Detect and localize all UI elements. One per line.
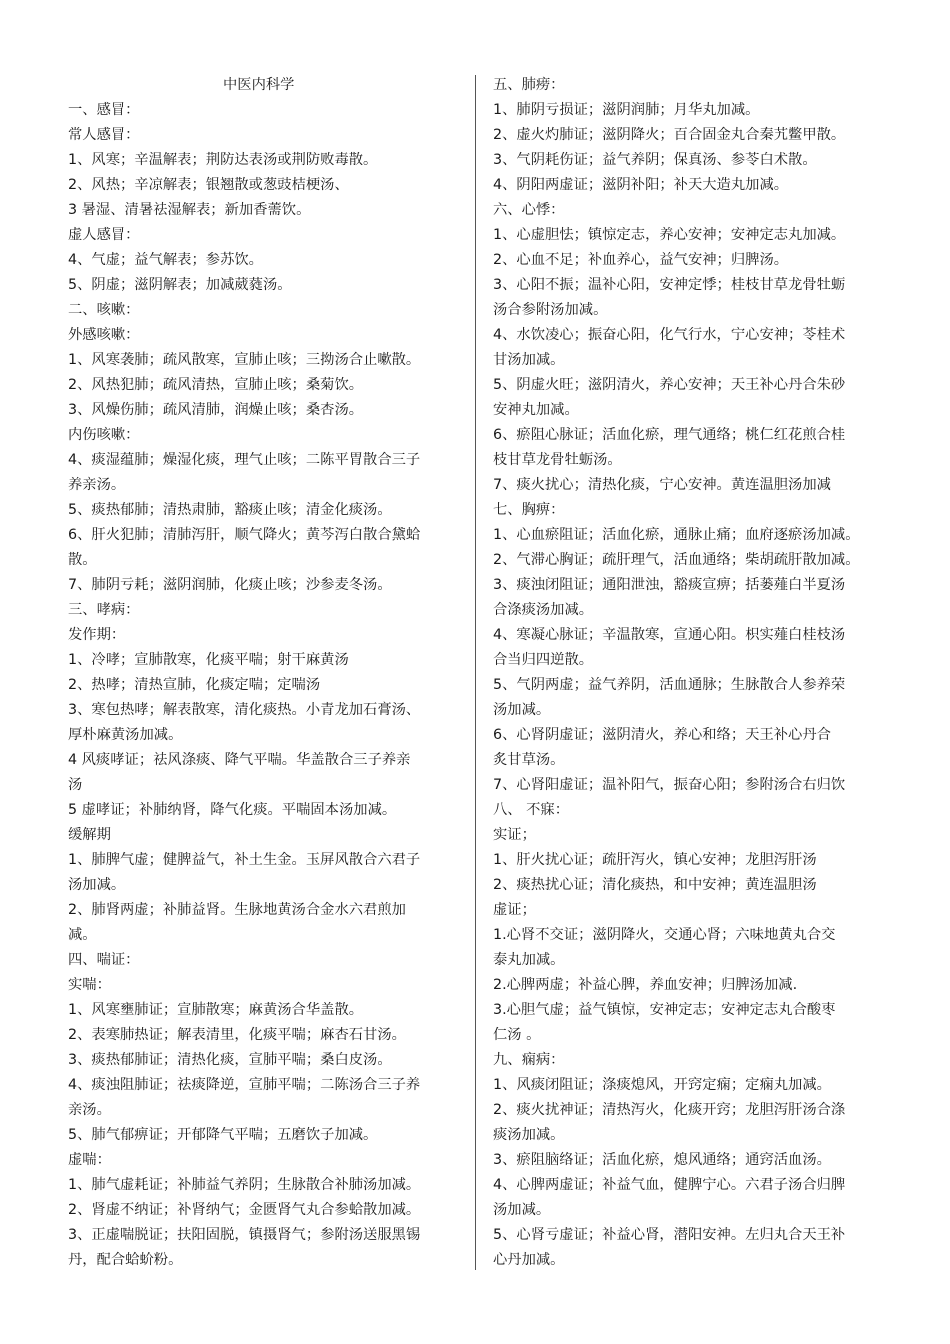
right-text-line: 1、心血瘀阻证；活血化瘀，通脉止痛；血府逐瘀汤加减。 — [493, 527, 860, 543]
right-text-line: 2、心血不足；补血养心，益气安神；归脾汤。 — [493, 252, 789, 268]
right-text-line: 6、心肾阴虚证；滋阴清火，养心和络；天王补心丹合 — [493, 727, 831, 743]
right-text-line: 汤加减。 — [493, 1202, 551, 1218]
left-text-line: 丹，配合蛤蚧粉。 — [68, 1252, 183, 1268]
right-text-line: 3.心胆气虚；益气镇惊，安神定志；安神定志丸合酸枣 — [493, 1002, 836, 1018]
right-text-line: 3、瘀阻脑络证；活血化瘀，熄风通络；通窍活血汤。 — [493, 1152, 831, 1168]
right-text-line: 5、气阴两虚；益气养阴，活血通脉；生脉散合人参养荣 — [493, 677, 846, 693]
left-text-line: 5、阴虚；滋阴解表；加减葳蕤汤。 — [68, 277, 292, 293]
left-text-lines — [68, 98, 464, 1273]
left-text-line: 3、正虚喘脱证；扶阳固脱，镇摄肾气；参附汤送服黑锡 — [68, 1227, 421, 1243]
left-text-line: 1、风寒壅肺证；宣肺散寒；麻黄汤合华盖散。 — [68, 1002, 364, 1018]
left-text-line: 1、风寒；辛温解表；荆防达表汤或荆防败毒散。 — [68, 152, 378, 168]
right-text-line: 1、肺阴亏损证；滋阴润肺；月华丸加减。 — [493, 102, 760, 118]
right-text-line: 实证； — [493, 827, 536, 843]
left-text-line: 四、喘证： — [68, 952, 140, 968]
right-text-line: 2.心脾两虚；补益心脾，养血安神；归脾汤加减. — [493, 977, 798, 993]
left-text-line: 散。 — [68, 552, 97, 568]
right-text-line: 3、痰浊闭阻证；通阳泄浊，豁痰宣痹；括蒌薤白半夏汤 — [493, 577, 846, 593]
left-text-line: 内伤咳嗽： — [68, 427, 140, 443]
right-text-line: 甘汤加减。 — [493, 352, 565, 368]
right-text-line: 4、阴阳两虚证；滋阴补阳；补天大造丸加减。 — [493, 177, 789, 193]
right-text-line: 泰丸加减。 — [493, 952, 565, 968]
right-text-line: 3、气阴耗伤证；益气养阴；保真汤、参苓白术散。 — [493, 152, 817, 168]
left-text-line: 4 风痰哮证；祛风涤痰、降气平喘。华盖散合三子养亲 — [68, 752, 411, 768]
right-column — [493, 73, 895, 1273]
right-text-line: 汤加减。 — [493, 702, 551, 718]
left-text-line: 实喘： — [68, 977, 111, 993]
left-text-line: 汤 — [68, 777, 83, 793]
right-text-line: 4、水饮凌心；振奋心阳，化气行水，宁心安神；苓桂术 — [493, 327, 846, 343]
right-text-line: 心丹加减。 — [493, 1252, 565, 1268]
left-text-line: 3 暑湿、清暑祛湿解表；新加香薷饮。 — [68, 202, 311, 218]
right-text-line: 1.心肾不交证；滋阴降火，交通心肾；六味地黄丸合交 — [493, 927, 836, 943]
left-text-line: 4、痰浊阻肺证；祛痰降逆，宣肺平喘；二陈汤合三子养 — [68, 1077, 421, 1093]
left-text-line: 养亲汤。 — [68, 477, 126, 493]
left-text-line: 厚朴麻黄汤加减。 — [68, 727, 183, 743]
right-text-line: 七、胸痹： — [493, 502, 565, 518]
left-text-line: 7、肺阴亏耗；滋阴润肺，化痰止咳；沙参麦冬汤。 — [68, 577, 392, 593]
left-text-line: 1、肺脾气虚；健脾益气，补土生金。玉屏风散合六君子 — [68, 852, 421, 868]
right-text-line: 2、痰热扰心证；清化痰热，和中安神；黄连温胆汤 — [493, 877, 817, 893]
left-text-line: 3、寒包热哮；解表散寒，清化痰热。小青龙加石膏汤、 — [68, 702, 421, 718]
left-text-line: 2、热哮；清热宣肺，化痰定喘；定喘汤 — [68, 677, 321, 693]
right-text-line: 汤合参附汤加减。 — [493, 302, 608, 318]
left-text-line: 1、冷哮；宣肺散寒，化痰平喘；射干麻黄汤 — [68, 652, 349, 668]
left-text-line: 二、咳嗽： — [68, 302, 140, 318]
left-text-line: 外感咳嗽： — [68, 327, 140, 343]
left-text-line: 虚喘： — [68, 1152, 111, 1168]
page-title: 中医内科学 — [223, 77, 295, 93]
left-text-line: 2、风热；辛凉解表；银翘散或葱豉桔梗汤、 — [68, 177, 349, 193]
right-text-line: 2、虚火灼肺证；滋阴降火；百合固金丸合秦艽鳖甲散。 — [493, 127, 846, 143]
left-text-line: 3、痰热郁肺证；清热化痰，宣肺平喘；桑白皮汤。 — [68, 1052, 392, 1068]
right-text-line: 7、心肾阳虚证；温补阳气，振奋心阳；参附汤合右归饮 — [493, 777, 846, 793]
right-text-line: 4、寒凝心脉证；辛温散寒，宣通心阳。枳实薤白桂枝汤 — [493, 627, 846, 643]
right-text-line: 九、痫病： — [493, 1052, 565, 1068]
right-text-line: 仁汤 。 — [493, 1027, 541, 1043]
left-text-line: 2、表寒肺热证；解表清里，化痰平喘；麻杏石甘汤。 — [68, 1027, 406, 1043]
left-text-line: 6、肝火犯肺；清肺泻肝，顺气降火；黄芩泻白散合黛蛤 — [68, 527, 421, 543]
left-text-line: 2、肺肾两虚；补肺益肾。生脉地黄汤合金水六君煎加 — [68, 902, 406, 918]
left-text-line: 缓解期 — [68, 827, 111, 843]
left-text-line: 虚人感冒： — [68, 227, 140, 243]
left-text-line: 4、气虚；益气解表；参苏饮。 — [68, 252, 263, 268]
left-text-line: 常人感冒： — [68, 127, 140, 143]
right-text-line: 枝甘草龙骨牡蛎汤。 — [493, 452, 622, 468]
left-text-line: 一、感冒： — [68, 102, 140, 118]
right-text-line: 4、心脾两虚证；补益气血，健脾宁心。六君子汤合归脾 — [493, 1177, 846, 1193]
right-text-line: 痰汤加减。 — [493, 1127, 565, 1143]
left-column — [68, 73, 464, 1273]
right-text-line: 7、痰火扰心；清热化痰，宁心安神。黄连温胆汤加减 — [493, 477, 831, 493]
left-text-line: 3、风燥伤肺；疏风清肺，润燥止咳；桑杏汤。 — [68, 402, 364, 418]
right-text-line: 2、痰火扰神证；清热泻火，化痰开窍；龙胆泻肝汤合涤 — [493, 1102, 846, 1118]
right-text-line: 虚证； — [493, 902, 536, 918]
right-text-line: 3、心阳不振；温补心阳，安神定悸；桂枝甘草龙骨牡蛎 — [493, 277, 846, 293]
left-text-line: 5、肺气郁痹证；开郁降气平喘；五磨饮子加减。 — [68, 1127, 378, 1143]
left-text-line: 5、痰热郁肺；清热肃肺，豁痰止咳；清金化痰汤。 — [68, 502, 392, 518]
left-text-line: 4、痰湿蕴肺；燥湿化痰，理气止咳；二陈平胃散合三子 — [68, 452, 421, 468]
right-text-line: 1、心虚胆怯；镇惊定志，养心安神；安神定志丸加减。 — [493, 227, 846, 243]
right-text-lines — [493, 73, 895, 1273]
right-text-line: 五、肺痨： — [493, 77, 565, 93]
left-text-line: 减。 — [68, 927, 97, 943]
right-text-line: 合涤痰汤加减。 — [493, 602, 594, 618]
right-text-line: 炙甘草汤。 — [493, 752, 565, 768]
left-text-line: 汤加减。 — [68, 877, 126, 893]
left-text-line: 发作期： — [68, 627, 126, 643]
right-text-line: 八、 不寐： — [493, 802, 570, 818]
left-text-line: 三、哮病： — [68, 602, 140, 618]
right-text-line: 合当归四逆散。 — [493, 652, 594, 668]
left-text-line: 1、肺气虚耗证；补肺益气养阴；生脉散合补肺汤加减。 — [68, 1177, 421, 1193]
right-text-line: 5、心肾亏虚证；补益心肾，潜阳安神。左归丸合天王补 — [493, 1227, 846, 1243]
right-text-line: 5、阴虚火旺；滋阴清火，养心安神；天王补心丹合朱砂 — [493, 377, 846, 393]
left-text-line: 2、风热犯肺；疏风清热，宣肺止咳；桑菊饮。 — [68, 377, 364, 393]
right-text-line: 1、风痰闭阻证；涤痰熄风，开窍定痫；定痫丸加减。 — [493, 1077, 831, 1093]
left-text-line: 亲汤。 — [68, 1102, 111, 1118]
right-text-line: 安神丸加减。 — [493, 402, 579, 418]
right-text-line: 6、瘀阻心脉证；活血化瘀，理气通络；桃仁红花煎合桂 — [493, 427, 846, 443]
left-text-line: 2、肾虚不纳证；补肾纳气；金匮肾气丸合参蛤散加减。 — [68, 1202, 421, 1218]
column-divider — [475, 75, 476, 1270]
left-text-line: 1、风寒袭肺；疏风散寒，宣肺止咳；三拗汤合止嗽散。 — [68, 352, 421, 368]
right-text-line: 2、气滞心胸证；疏肝理气，活血通络；柴胡疏肝散加减。 — [493, 552, 860, 568]
right-text-line: 六、心悸： — [493, 202, 565, 218]
right-text-line: 1、肝火扰心证；疏肝泻火，镇心安神；龙胆泻肝汤 — [493, 852, 817, 868]
left-text-line: 5 虚哮证；补肺纳肾，降气化痰。平喘固本汤加减。 — [68, 802, 397, 818]
